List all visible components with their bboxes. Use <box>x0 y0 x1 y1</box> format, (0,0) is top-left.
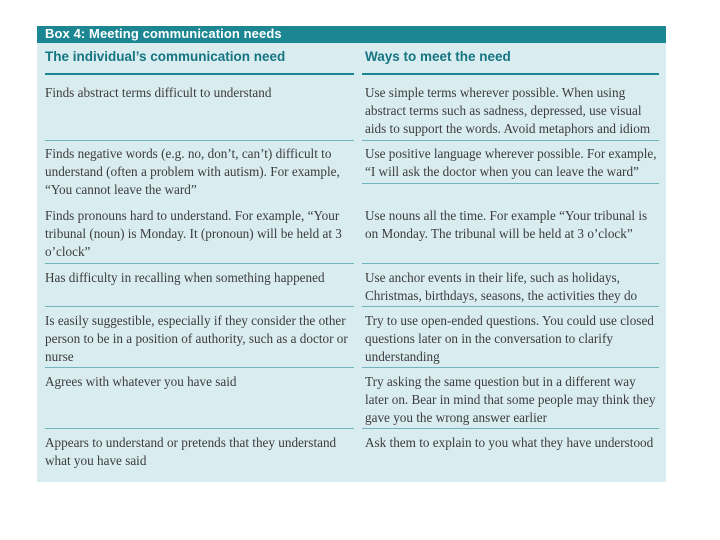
box-title: Box 4: Meeting communication needs <box>45 26 282 41</box>
header-divider <box>362 73 659 75</box>
row-divider <box>362 140 659 141</box>
need-cell: Is easily suggestible, especially if they consider the other person to be in a position of authority, such as a doctor or nurse <box>45 313 348 364</box>
ways-cell: Use nouns all the time. For example “Your tribunal is on Monday. The tribunal will be held at 3 o’clock” <box>365 208 648 241</box>
row-divider <box>362 428 659 429</box>
row-divider <box>362 367 659 368</box>
column-header-ways: Ways to meet the need <box>365 49 511 64</box>
ways-cell: Use anchor events in their life, such as holidays, Christmas, birthdays, seasons, the activities they do <box>365 270 638 303</box>
need-cell: Appears to understand or pretends that they understand what you have said <box>45 435 337 468</box>
need-cell: Finds pronouns hard to understand. For example, “Your tribunal (noun) is Monday. It (pronoun) will be held at 3 o’clock” <box>45 208 342 259</box>
row-divider <box>362 263 659 264</box>
need-cell: Finds negative words (e.g. no, don’t, can’t) difficult to understand (often a problem with autism). For example, “You cannot leave the ward” <box>45 146 340 197</box>
column-header-need: The individual’s communication need <box>45 49 286 64</box>
need-cell: Finds abstract terms difficult to understand <box>45 85 272 100</box>
ways-cell: Ask them to explain to you what they have understood <box>365 435 654 450</box>
row-divider <box>45 140 354 141</box>
ways-cell: Try to use open-ended questions. You could use closed questions later on in the conversation to clarify understanding <box>365 313 654 364</box>
ways-cell: Try asking the same question but in a different way later on. Bear in mind that some people may think they gave you the wrong answer earlier <box>365 374 656 425</box>
table-header-row <box>37 43 666 73</box>
row-divider <box>45 367 354 368</box>
row-divider <box>45 263 354 264</box>
row-divider <box>362 306 659 307</box>
ways-cell: Use simple terms wherever possible. When using abstract terms such as sadness, depressed, use visual aids to support the words. Avoid metaphors and idiom <box>365 85 651 136</box>
ways-cell: Use positive language wherever possible. For example, “I will ask the doctor when you can leave the ward” <box>365 146 657 179</box>
communication-needs-box <box>37 26 666 482</box>
row-divider <box>45 306 354 307</box>
header-divider <box>45 73 354 75</box>
need-cell: Agrees with whatever you have said <box>45 374 237 389</box>
box-title-bar <box>37 26 666 43</box>
row-divider <box>45 428 354 429</box>
row-divider <box>362 183 659 184</box>
need-cell: Has difficulty in recalling when something happened <box>45 270 325 285</box>
